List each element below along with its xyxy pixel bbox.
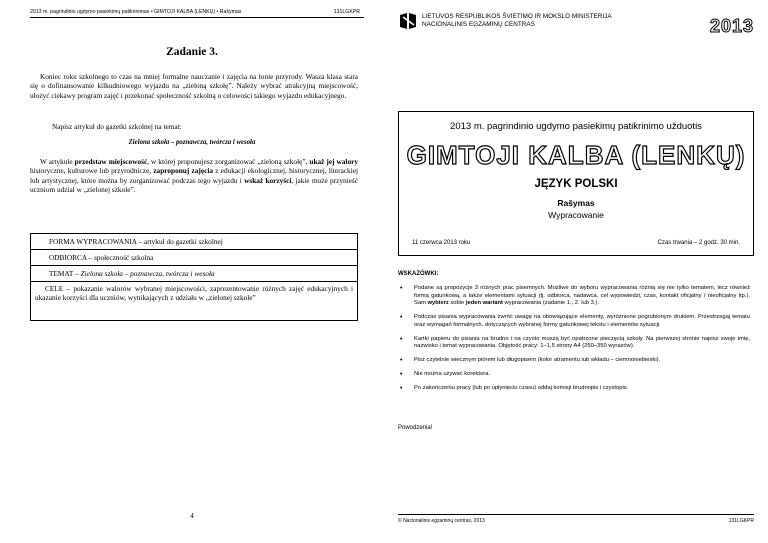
task-instruction: Napisz artykuł do gazetki szkolnej na temat:	[52, 122, 182, 131]
box-row-forma	[31, 234, 357, 250]
footer-copyright: © Nacionalinis egzaminų centras, 2013	[398, 518, 485, 524]
forma-value: – artykuł do gazetki szkolnej	[136, 237, 223, 246]
task-topic: Zielona szkoła – poznawcza, twórcza i wesoła	[128, 139, 256, 146]
header-rule	[30, 17, 364, 18]
body-bold-3: zaproponuj zajęcia	[153, 166, 213, 176]
exam-year: 2013	[709, 16, 754, 36]
ministry-heading	[422, 13, 612, 29]
odbiorca-label: ODBIORCA	[49, 253, 87, 262]
page-number: 4	[190, 512, 194, 520]
exam-part: Rašymas	[557, 198, 595, 208]
hint-item: • Podane są propozycje 3 różnych prac pisemnych. Możliwe do wyboru wypracowania różnią się nie tylko tematem, lecz również formą gatunkową, a także elementami sytuacji (tj. odbiorca, nadawca, cel wypowiedzi, czas, kontakt oficjalny / nieoficjalny itp.). Sam wybierz sobie jeden wariant wypracowania (zadanie 1., 2. lub 3.).	[398, 285, 750, 308]
hint-item: • Pisz czytelnie wiecznym piórem lub długopisem (kolor atramentu lub wkładu – ciemnoniebieski).	[398, 357, 750, 365]
body-text-4: z edukacji ekologicznej, historycznej, literackiej lub artystycznej, które można by zorganizować podczas tego wyjazdu i	[30, 166, 358, 185]
cele-value: – pokazanie walorów wybranej miejscowości, zaprezentowanie różnych zajęć edukacyjnych i ukazanie korzyści dla uczniów, wynikających z udziału w „zielonej szkole”	[35, 284, 353, 303]
hint-item: • Po zakończeniu pracy (lub po upłynięciu czasu) oddaj komisji brudnopis i czystopis.	[398, 385, 750, 393]
body-text-5: , jakie może przynieść uczniom udział w „zielonej szkole”.	[30, 175, 358, 194]
body-text-3: historyczne, kulturowe lub przyrodnicze,	[30, 166, 154, 176]
nec-logo-icon	[398, 11, 418, 31]
box-row-odbiorca	[31, 250, 357, 266]
temat-label: TEMAT	[49, 269, 74, 278]
running-header-code: 131LGKPR	[333, 9, 360, 15]
exam-subject: GIMTOJI KALBA (LENKŲ)	[406, 140, 746, 170]
hint-item: • Podczas pisania wypracowania zwróć uwagę na obowiązujące elementy, wyróżnione pogrubionym drukiem. Przestrzegaj tematu oraz wymagań formalnych, dotyczących wybranej formy gatunkowej tekstu i elementów sytuacji.	[398, 314, 750, 329]
task-title: Zadanie 3.	[166, 46, 218, 58]
hint-item: • Kartki papieru do pisania na brudno i na czysto muszą być opatrzone pieczęcią szkoły. Na pierwszej stronie napisz swoje imię, nazwisko i temat wypracowania. Objętość pracy: 1–1,5 strony A4 (250–350 wyrazów).	[398, 336, 750, 351]
exam-title: 2013 m. pagrindinio ugdymo pasiekimų patikrinimo užduotis	[450, 121, 702, 132]
right-page	[384, 0, 768, 543]
exam-date: 11 czerwca 2013 roku	[412, 240, 471, 246]
exam-title-box	[398, 111, 754, 256]
box-row-cele	[31, 282, 357, 304]
hints-list	[398, 285, 750, 399]
odbiorca-value: – społeczność szkolna	[86, 253, 154, 262]
good-luck-text: Powodzenia!	[398, 425, 433, 431]
body-text-1: W artykule	[40, 157, 75, 166]
body-bold-4: wskaż korzyści	[244, 175, 292, 185]
task-requirements-box	[30, 233, 358, 321]
running-header-text: 2013 m. pagrindinio ugdymo pasiekimų patikrinimas • GIMTOJI KALBA (LENKŲ) • Rašymas	[30, 9, 242, 15]
forma-label: FORMA WYPRACOWANIA	[49, 237, 137, 246]
ministry-line-2: NACIONALINIS EGZAMINŲ CENTRAS	[422, 21, 535, 28]
task-intro: Koniec roku szkolnego to czas na mniej formalne nauczanie i zajęcia na łonie przyrody. Wasza klasa stara się o dofinansowanie kilkudniowego wyjazdu na „zieloną szkołę”. Należy wybrać atrakcyjną miejscowość, ułożyć ciekawy program zajęć i przekonać społeczność szkolną o celowości takiego wyjazdu edukacyjnego.	[30, 72, 358, 100]
footer-rule	[398, 514, 754, 515]
hints-title: WSKAZÓWKI:	[398, 271, 439, 277]
exam-duration: Czas trwania – 2 godz. 30 min.	[657, 240, 740, 246]
exam-form: Wypracowanie	[548, 210, 604, 220]
box-row-temat	[31, 266, 357, 282]
hint-item: • Nie można używać korektora.	[398, 371, 750, 379]
exam-language: JĘZYK POLSKI	[534, 178, 618, 190]
body-text-2: , w której proponujesz zorganizować „zieloną szkołę”,	[147, 157, 310, 166]
temat-value: Zielona szkoła – poznawcza, twórcza i wesoła	[80, 269, 215, 278]
body-bold-1: przedstaw miejscowość	[74, 157, 148, 166]
temat-dash: –	[73, 269, 81, 278]
footer-code: 131LGKPR	[728, 518, 754, 524]
cele-label: CELE	[45, 284, 64, 293]
task-body	[30, 157, 358, 194]
running-header	[30, 9, 360, 15]
ministry-line-1: LIETUVOS RESPUBLIKOS ŠVIETIMO IR MOKSLO MINISTERIJA	[422, 13, 612, 20]
body-bold-2: ukaż jej walory	[309, 157, 358, 166]
